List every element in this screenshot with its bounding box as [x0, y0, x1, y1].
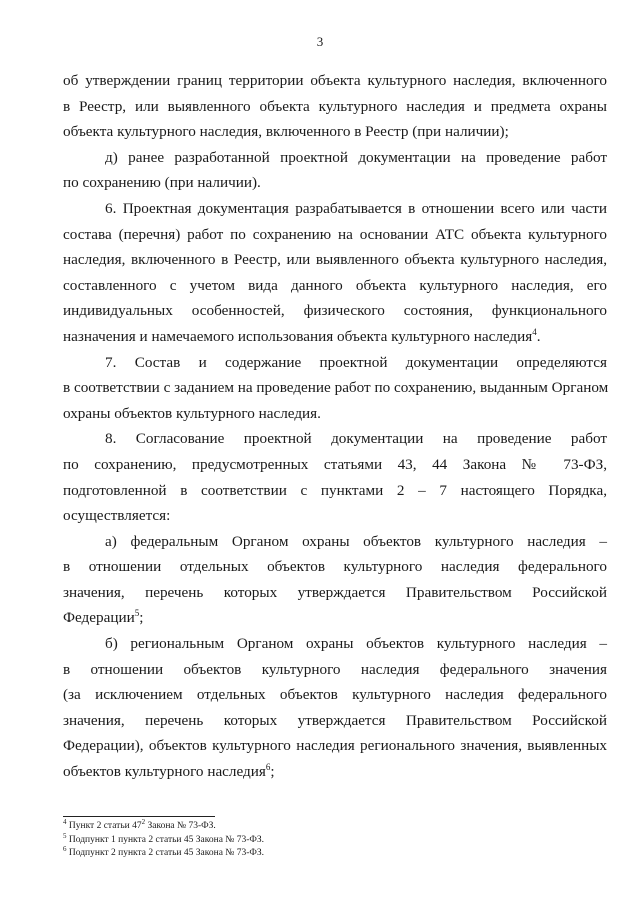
text-line	[63, 657, 607, 683]
footnote-text: Подпункт 2 пункта 2 статьи 45 Закона № 73-ФЗ.	[68, 848, 265, 858]
footnote-text: Подпункт 1 пункта 2 статьи 45 Закона № 73-ФЗ.	[68, 834, 265, 845]
text-line	[63, 94, 607, 120]
line-text: значения, перечень которых утверждается Правительством Российской	[63, 583, 607, 601]
line-text: в отношении объектов культурного наследия федерального значения	[63, 660, 607, 678]
line-text: составленного с учетом вида данного объекта культурного наследия, его	[63, 276, 607, 294]
line-punct: ;	[139, 609, 144, 627]
text-line	[63, 580, 607, 606]
line-text: (за исключением отдельных объектов культурного наследия федерального	[63, 686, 607, 704]
line-text: в отношении отдельных объектов культурного наследия федерального	[63, 558, 607, 576]
text-line	[63, 605, 607, 631]
line-text: подготовленной в соответствии с пунктами 2 – 7 настоящего Порядка,	[63, 481, 607, 499]
footnote-superscript: 2	[141, 817, 146, 826]
text-line	[63, 170, 607, 196]
line-punct: .	[536, 327, 541, 345]
footnote-number: 6	[63, 844, 67, 853]
line-text: состава (перечня) работ по сохранению на основании АТС объекта культурного	[63, 225, 607, 243]
text-line	[63, 350, 607, 376]
line-punct: ;	[270, 763, 275, 781]
line-text: д) ранее разработанной проектной документации на проведение работ	[105, 148, 607, 166]
text-line	[63, 733, 607, 759]
line-text: в соответствии с заданием на проведение работ по сохранению, выданным Органом	[63, 379, 609, 397]
text-line	[63, 759, 607, 785]
line-text: Федерации	[63, 609, 135, 627]
line-text: б) региональным Органом охраны объектов культурного наследия –	[105, 635, 607, 653]
footnote	[63, 817, 603, 834]
line-text: об утверждении границ территории объекта культурного наследия, включенного	[63, 72, 607, 89]
text-line	[63, 324, 607, 350]
line-text: в Реестр, или выявленного объекта культурного наследия и предмета охраны	[63, 97, 607, 115]
line-text: 8. Согласование проектной документации на проведение работ	[105, 430, 607, 448]
line-text: по сохранению, предусмотренных статьями 43, 44 Закона № 73-ФЗ,	[63, 455, 607, 473]
footnote	[63, 831, 603, 848]
footnote-text: Пункт 2 статьи 47	[68, 821, 142, 831]
text-line	[63, 298, 607, 324]
text-line	[63, 631, 607, 657]
text-line	[63, 119, 607, 145]
page-number: 3	[316, 34, 324, 49]
footnote-text-tail: Закона № 73-ФЗ.	[145, 821, 216, 831]
line-text: индивидуальных особенностей, физического состояния, функционального	[63, 302, 607, 320]
line-text: Федерации), объектов культурного наследия регионального значения, выявленных	[63, 737, 607, 755]
body-text	[63, 68, 607, 785]
line-text: значения, перечень которых утверждается Правительством Российской	[63, 711, 607, 729]
line-text: наследия, включенного в Реестр, или выявленного объекта культурного наследия,	[63, 251, 607, 269]
text-line	[63, 375, 607, 401]
line-text: 6. Проектная документация разрабатывается в отношении всего или части	[105, 199, 607, 217]
text-line	[63, 247, 607, 273]
text-line	[63, 529, 607, 555]
text-line	[63, 478, 607, 504]
line-text: 7. Состав и содержание проектной документации определяются	[105, 353, 607, 371]
footnote-ref: 4	[532, 326, 537, 337]
text-line	[63, 426, 607, 452]
line-text: объекта культурного наследия, включенного в Реестр (при наличии);	[63, 123, 509, 141]
line-text: осуществляется:	[63, 507, 171, 525]
footnote	[63, 844, 603, 861]
footnote-ref: 5	[134, 608, 140, 619]
footnote-number: 4	[63, 817, 67, 826]
footnotes	[63, 817, 603, 861]
footnote-ref: 6	[265, 761, 271, 772]
text-line	[63, 68, 607, 94]
text-line	[63, 222, 607, 248]
text-line	[63, 145, 607, 171]
line-text: объектов культурного наследия	[63, 763, 266, 781]
text-line	[63, 554, 607, 580]
footnote-number: 5	[63, 831, 67, 840]
text-line	[63, 452, 607, 478]
text-line	[63, 273, 607, 299]
text-line	[63, 682, 607, 708]
text-line	[63, 708, 607, 734]
text-line	[63, 503, 607, 529]
text-line	[63, 401, 607, 427]
line-text: назначения и намечаемого использования объекта культурного наследия	[63, 327, 533, 345]
line-text: по сохранению (при наличии).	[63, 174, 261, 192]
line-text: а) федеральным Органом охраны объектов культурного наследия –	[105, 532, 607, 550]
line-text: охраны объектов культурного наследия.	[63, 404, 321, 422]
footnote-divider	[63, 816, 215, 817]
text-line	[63, 196, 607, 222]
